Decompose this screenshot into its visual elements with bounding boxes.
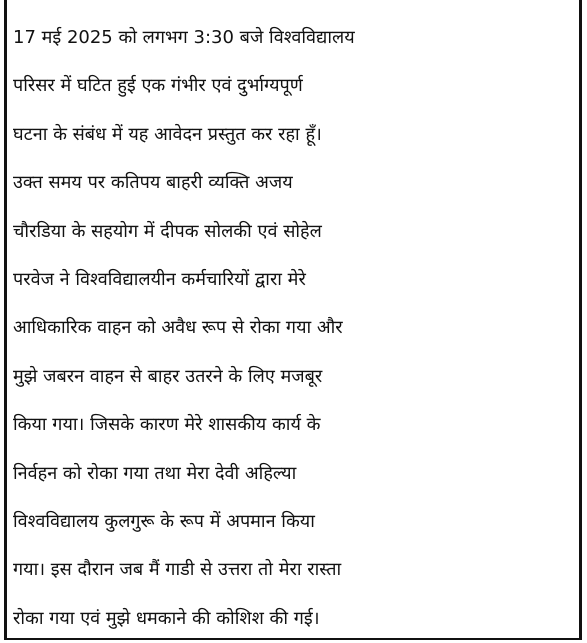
text-line-3: घटना के संबंध में यह आवेदन प्रस्तुत कर रहा हूँ।	[13, 123, 322, 145]
text-line-5: चौरडिया के सहयोग में दीपक सोलकी एवं सोहेल	[13, 220, 322, 242]
text-line-12: गया। इस दौरान जब मैं गाडी से उत्तरा तो मेरा रास्ता	[13, 559, 342, 581]
text-line-4: उक्त समय पर कतिपय बाहरी व्यक्ति अजय	[13, 172, 293, 194]
text-line-9: किया गया। जिसके कारण मेरे शासकीय कार्य के	[13, 414, 321, 436]
body-paragraph	[13, 14, 575, 643]
text-line-13: रोका गया एवं मुझे धमकाने की कोशिश की गई।	[13, 607, 320, 629]
text-line-7: आधिकारिक वाहन को अवैध रूप से रोका गया और	[13, 317, 343, 339]
text-line-10: निर्वहन को रोका गया तथा मेरा देवी अहिल्या	[13, 462, 297, 484]
text-line-8: मुझे जबरन वाहन से बाहर उतरने के लिए मजबूर	[13, 365, 323, 387]
text-line-11: विश्वविद्यालय कुलगुरू के रूप में अपमान किया	[13, 511, 315, 533]
text-line-6: परवेज ने विश्वविद्यालयीन कर्मचारियों द्वारा मेरे	[13, 269, 306, 291]
text-line-1: 17 मई 2025 को लगभग 3:30 बजे विश्वविद्यालय	[13, 27, 355, 48]
text-line-2: परिसर में घटित हुई एक गंभीर एवं दुर्भाग्यपूर्ण	[13, 75, 303, 97]
